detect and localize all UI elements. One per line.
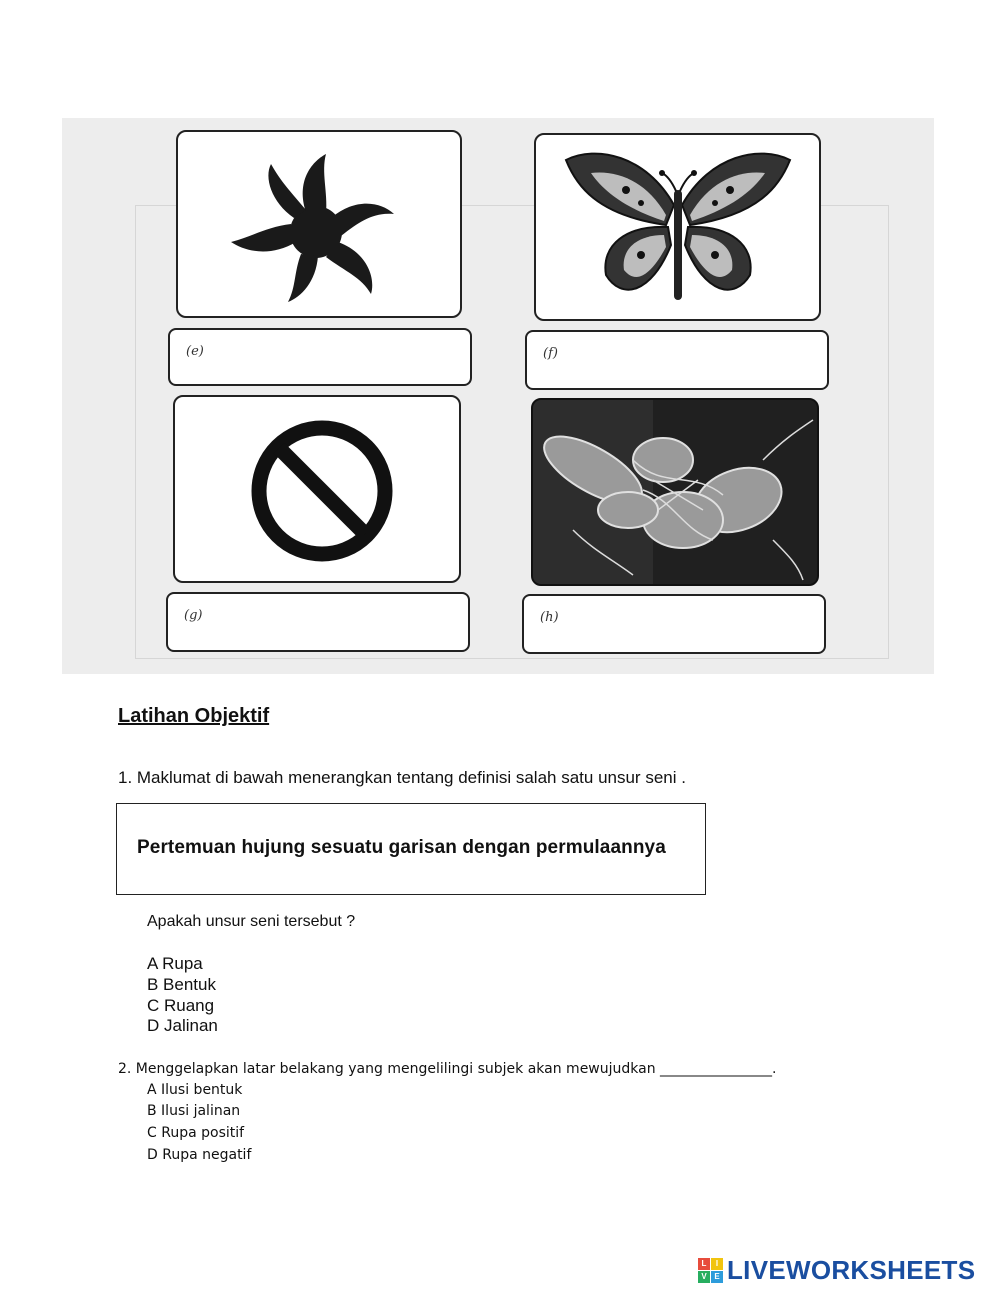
label-e: (e) bbox=[186, 344, 204, 359]
label-f: (f) bbox=[543, 346, 558, 361]
logo-text: LIVEWORKSHEETS bbox=[727, 1254, 976, 1285]
liveworksheets-logo bbox=[698, 1255, 975, 1285]
q1-option-d[interactable]: D Jalinan bbox=[147, 1016, 218, 1035]
logo-tile: I bbox=[711, 1258, 723, 1270]
definition-box bbox=[116, 803, 706, 895]
butterfly-image bbox=[536, 135, 819, 319]
q1-option-a[interactable]: A Rupa bbox=[147, 954, 203, 973]
q2-option-b[interactable]: B Ilusi jalinan bbox=[147, 1103, 241, 1119]
label-box-e[interactable] bbox=[168, 328, 472, 386]
q1-option-b[interactable]: B Bentuk bbox=[147, 975, 216, 994]
logo-tile: V bbox=[698, 1271, 710, 1283]
logo-icon bbox=[698, 1258, 723, 1283]
q2-option-d[interactable]: D Rupa negatif bbox=[147, 1147, 252, 1163]
question-1-ask: Apakah unsur seni tersebut ? bbox=[147, 913, 356, 930]
q2-option-c[interactable]: C Rupa positif bbox=[147, 1125, 245, 1141]
q2-option-a[interactable]: A Ilusi bentuk bbox=[147, 1082, 243, 1098]
star-flower-image bbox=[178, 132, 460, 316]
batik-flower-image bbox=[533, 400, 817, 584]
image-box-h bbox=[531, 398, 819, 586]
label-box-h[interactable] bbox=[522, 594, 826, 654]
image-box-f bbox=[534, 133, 821, 321]
section-title: Latihan Objektif bbox=[118, 705, 270, 727]
prohibition-sign-image bbox=[175, 397, 459, 581]
definition-text: Pertemuan hujung sesuatu garisan dengan permulaannya bbox=[137, 837, 666, 858]
label-box-g[interactable] bbox=[166, 592, 470, 652]
logo-tile: L bbox=[698, 1258, 710, 1270]
label-g: (g) bbox=[184, 608, 203, 623]
question-1-text: 1. Maklumat di bawah menerangkan tentang definisi salah satu unsur seni . bbox=[118, 768, 686, 787]
image-box-g bbox=[173, 395, 461, 583]
question-2-text: 2. Menggelapkan latar belakang yang mengelilingi subjek akan mewujudkan ________________. bbox=[118, 1061, 777, 1077]
logo-tile: E bbox=[711, 1271, 723, 1283]
label-h: (h) bbox=[540, 610, 559, 625]
label-box-f[interactable] bbox=[525, 330, 829, 390]
q1-option-c[interactable]: C Ruang bbox=[147, 996, 215, 1015]
image-box-e bbox=[176, 130, 462, 318]
